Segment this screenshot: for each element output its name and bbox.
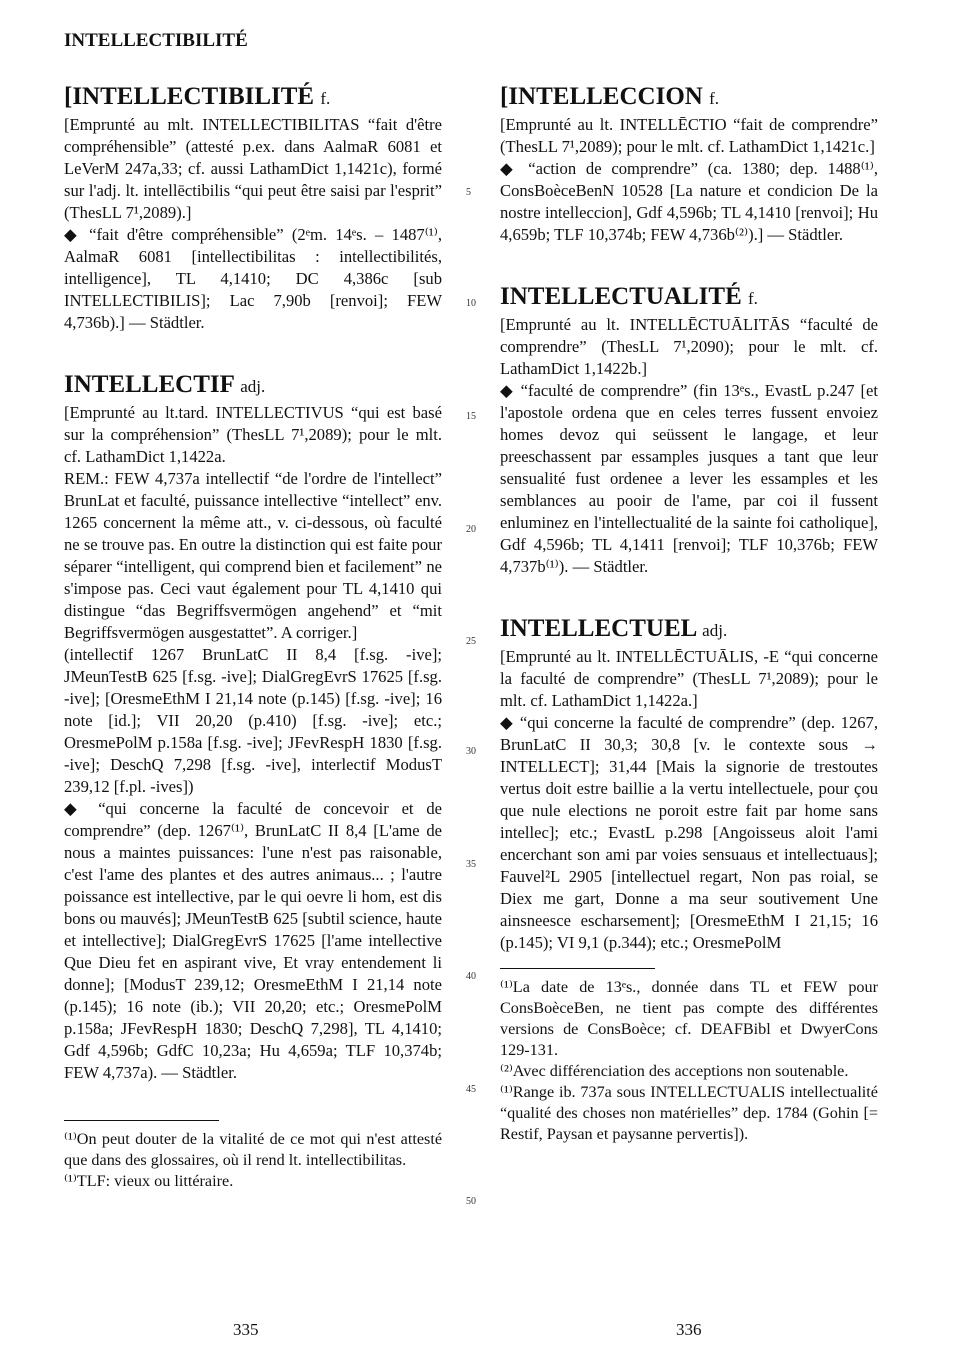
remark: REM.: FEW 4,737a intellectif “de l'ordre de l'intellect” BrunLat et faculté, puissance intellective “intellect” env. 1265 concernent la même att., v. ci-dessous, où faculté ne se trouve pas. En outre la distinction qui est faite pour séparer “intelligent, qui comprend bien et facilement” ne s'impose pas. Ceci vaut également pour TL 4,1410 qui distingue “das Begriffsvermögen angehend” et “mit Begriffsvermögen ausgestattet”. A corriger.] xyxy=(64,469,442,642)
etymology: [Emprunté au lt.tard. INTELLECTIVUS “qui est basé sur la compréhension” (ThesLL 7¹,2089); pour le mlt. cf. LathamDict 1,1422a. xyxy=(64,403,442,466)
entry-intelleccion-headword: [INTELLECCION f. xyxy=(500,83,719,110)
line-number: 30 xyxy=(466,746,476,757)
etymology: [Emprunté au lt. INTELLĒCTUĀLITĀS “faculté de comprendre” (ThesLL 7¹,2090); pour le mlt. cf. LathamDict 1,1422b.] xyxy=(500,315,878,378)
left-column xyxy=(64,82,442,1192)
line-number: 35 xyxy=(466,859,476,870)
line-number: 10 xyxy=(466,298,476,309)
part-of-speech: adj. xyxy=(702,621,728,640)
footnote: ⁽¹⁾On peut douter de la vitalité de ce mot qui n'est attesté que dans des glossaires, où il rend lt. intellectibilitas. xyxy=(64,1130,442,1169)
headword: INTELLECTUEL xyxy=(500,615,696,642)
page-number-left: 335 xyxy=(233,1320,259,1339)
part-of-speech: f. xyxy=(709,89,719,108)
footnote: ⁽²⁾Avec différenciation des acceptions non soutenable. xyxy=(500,1062,849,1080)
sense: ◆ “qui concerne la faculté de concevoir et de comprendre” (dep. 1267⁽¹⁾, BrunLatC II 8,4 [L'ame de nous a maintes puissances: l'une n'est pas raisonable, c'est l'ame des plantes et des autres animaus... ; l'autre poissance est intellective, par le qui oevre li hom, est dis bons ou mauvés]; JMeunTestB 625 [subtil science, haute et intellective]; DialGregEvrS 17625 [l'ame intellective Que Dieu fet en aspirant vive, Et vray entendement li donne]; [ModusT 239,12; OresmeEthM I 21,14 note (p.145); 16 note (ib.); VII 20,20; etc.; OresmePolM p.158a; JFevRespH 1830; DeschQ 7,298], TL 4,1410; Gdf 4,596b; GdfC 10,23a; Hu 4,659a; TLF 10,374b; FEW 4,737a). — Städtler. xyxy=(64,799,442,1082)
running-head: INTELLECTIBILITÉ xyxy=(64,30,248,51)
etymology: [Emprunté au lt. INTELLĒCTUĀLIS, -E “qui concerne la faculté de comprendre” (ThesLL 7¹,2089); pour le mlt. cf. LathamDict 1,1422a.] xyxy=(500,647,878,710)
headword: INTELLECTIBILITÉ xyxy=(72,83,315,110)
sense: ◆ “action de comprendre” (ca. 1380; dep. 1488⁽¹⁾, ConsBoèceBenN 10528 [La nature et condicion De la nostre intelleccion], Gdf 4,596b; TL 4,1410 [renvoi]; Hu 4,659b; TLF 10,374b; FEW 4,736b⁽²⁾).] — Städtler. xyxy=(500,159,878,244)
sense: ◆ “faculté de comprendre” (fin 13ᵉs., EvastL p.247 [et l'apostole ordena que en celes terres fussent envoiez homes devoz qui seüssent le langage, et leur preeschassent par essamples jusques a tant que leur sensualité fust ordenee a lever les essamples et les semblances au pooir de l'ame, par coi il fussent enluminez en l'intellectualité de la sainte foi catholique], Gdf 4,596b; TL 4,1411 [renvoi]; TLF 10,376b; FEW 4,737b⁽¹⁾). — Städtler. xyxy=(500,381,878,576)
footnote: ⁽¹⁾TLF: vieux ou littéraire. xyxy=(64,1172,234,1190)
footnote: ⁽¹⁾La date de 13ᵉs., donnée dans TL et FEW pour ConsBoèceBen, ne tient pas compte des différentes versions de ConsBoèce; cf. DEAFBibl et DwyerCons 129-131. xyxy=(500,978,878,1059)
line-number: 20 xyxy=(466,524,476,535)
line-number: 5 xyxy=(466,187,471,198)
sense: ◆ “fait d'être compréhensible” (2ᵉm. 14ᵉs. – 1487⁽¹⁾, AalmaR 6081 [intellectibilitas : intellectibilités, intelligence], TL 4,1410; DC 4,386c [sub INTELLECTIBILIS]; Lac 7,90b [renvoi]; FEW 4,736b).] — Städtler. xyxy=(64,225,442,332)
part-of-speech: f. xyxy=(748,289,758,308)
entry-intellectibilite-headword: [INTELLECTIBILITÉ f. xyxy=(64,83,331,110)
line-number: 25 xyxy=(466,636,476,647)
forms: (intellectif 1267 BrunLatC II 8,4 [f.sg. -ive]; JMeunTestB 625 [f.sg. -ive]; DialGregEvrS 17625 [f.sg. -ive]; [OresmeEthM I 21,14 note (p.145) [f.sg. -ive]; 16 note [id.]; VII 20,20 (p.410) [f.sg. -ive]; etc.; OresmePolM p.158a [f.sg. -ive]; JFevRespH 1830 [f.sg. -ive]; DeschQ 7,298 [f.sg. -ive], interlectif ModusT 239,12 [f.pl. -ives]) xyxy=(64,645,442,796)
line-number: 50 xyxy=(466,1196,476,1207)
entry-intellectuel-headword xyxy=(500,614,878,646)
entry-intellectif-headword xyxy=(64,370,442,402)
headword: INTELLECTIF xyxy=(64,371,234,398)
entry-intellectualite-headword xyxy=(500,282,878,314)
etymology: [Emprunté au mlt. INTELLECTIBILITAS “fait d'être compréhensible” (attesté p.ex. dans AalmaR 6081 et LeVerM 247a,33; cf. aussi LathamDict 1,1421c), formé sur l'adj. lt. intellēctibilis “qui peut être saisi par l'esprit” (ThesLL 7¹,2089).] xyxy=(64,115,442,222)
line-number: 45 xyxy=(466,1084,476,1095)
footnote-rule xyxy=(500,968,655,969)
headword: INTELLECCION xyxy=(508,83,703,110)
right-column xyxy=(500,82,878,1145)
part-of-speech: adj. xyxy=(240,377,266,396)
footnote: ⁽¹⁾Range ib. 737a sous INTELLECTUALIS intellectualité “qualité des choses non matérielles” dep. 1784 (Gohin [= Restif, Paysan et paysanne pervertis]). xyxy=(500,1083,878,1143)
headword: INTELLECTUALITÉ xyxy=(500,283,742,310)
part-of-speech: f. xyxy=(320,89,331,108)
page-number-right: 336 xyxy=(676,1320,702,1339)
line-number: 40 xyxy=(466,971,476,982)
sense: ◆ “qui concerne la faculté de comprendre” (dep. 1267, BrunLatC II 30,3; 30,8 [v. le contexte sous → INTELLECT]; 31,44 [Mais la signorie de trestoutes vertus doit estre baillie a la vertu intellectuele, pour çou que nule elections ne poroit estre fait par home sans intellec]; etc.; EvastL p.298 [Angoisseus aloit l'ami encerchant son ami par voies sensuaus et intellectuaus]; Fauvel²L 2905 [intellectuel regart, Non pas roial, se Diex me gart, Donne a ma seur soutivement Une ainsneesce escharsement]; [OresmeEthM I 21,15; 16 (p.145); VI 9,1 (p.344); etc.; OresmePolM xyxy=(500,713,878,952)
etymology: [Emprunté au lt. INTELLĒCTIO “fait de comprendre” (ThesLL 7¹,2089); pour le mlt. cf. LathamDict 1,1421c.] xyxy=(500,115,878,156)
line-number: 15 xyxy=(466,411,476,422)
footnote-rule xyxy=(64,1120,219,1121)
